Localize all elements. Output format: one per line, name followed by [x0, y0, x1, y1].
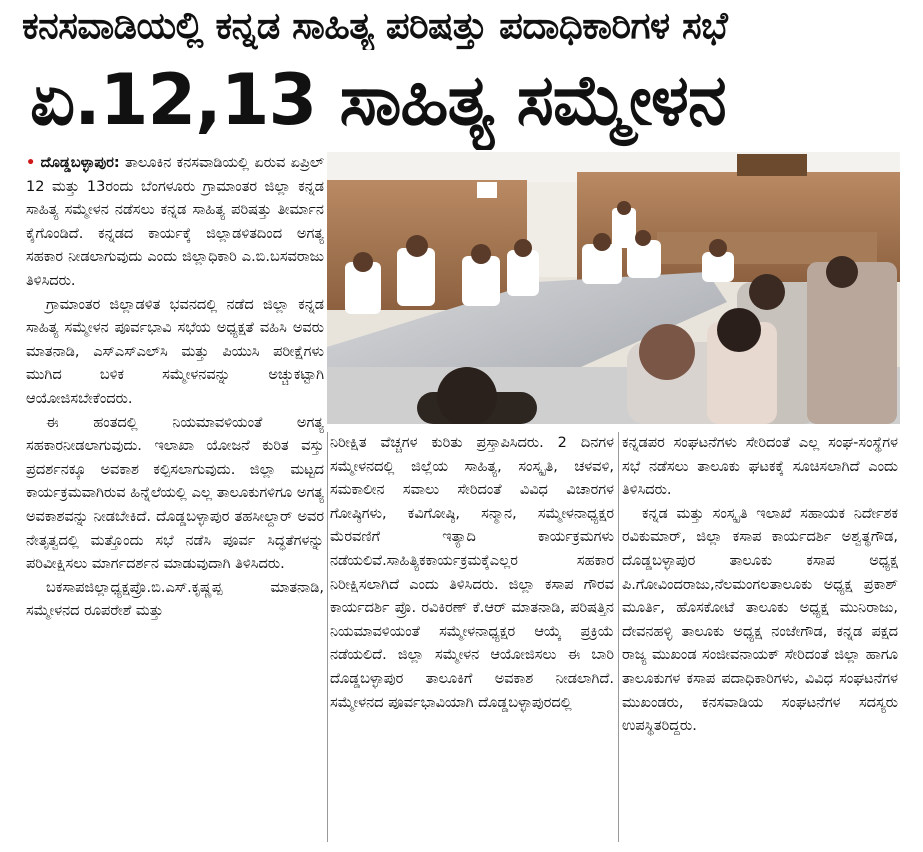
paragraph-text: ತಾಲೂಕಿನ ಕನಸವಾಡಿಯಲ್ಲಿ ಏರುವ ಏಪ್ರಿಲ್ 12 ಮತ್ತು 13ರಂದು ಬೆಂಗಳೂರು ಗ್ರಾಮಾಂತರ ಜಿಲ್ಲಾ ಕನ್ನಡ ಸಾಹಿತ್ಯ ಸಮ್ಮೇಳನ ನಡೆಸಲು ಕನ್ನಡ ಸಾಹಿತ್ಯ ಪರಿಷತ್ತು ತೀರ್ಮಾನ ಕೈಗೊಂಡಿದೆ. ಕನ್ನಡದ ಕಾರ್ಯಕ್ಕೆ ಜಿಲ್ಲಾಡಳಿತದಿಂದ ಅಗತ್ಯ ಸಹಕಾರ ನೀಡಲಾಗುವುದು ಎಂದು ಜಿಲ್ಲಾಧಿಕಾರಿ ಎ.ಬಿ.ಬಸವರಾಜು ತಿಳಿಸಿದರು.: [26, 155, 324, 289]
bullet-marker: •: [26, 155, 36, 171]
paragraph: ಈ ಹಂತದಲ್ಲಿ ನಿಯಮಾವಳಿಯಂತೆ ಅಗತ್ಯ ಸಹಕಾರನೀಡಲಾಗುವುದು. ಇಲಾಖಾ ಯೋಜನೆ ಕುರಿತ ವಸ್ತು ಪ್ರದರ್ಶನಕ್ಕೂ ಅವಕಾಶ ಕಲ್ಪಿಸಲಾಗುವುದು. ಜಿಲ್ಲಾ ಮಟ್ಟದ ಕಾರ್ಯಕ್ರಮವಾಗಿರುವ ಹಿನ್ನೆಲೆಯಲ್ಲಿ ಎಲ್ಲ ತಾಲೂಕುಗಳಿಗೂ ಅಗತ್ಯ ಅವಕಾಶವನ್ನು ನೀಡಬೇಕಿದೆ. ದೊಡ್ಡಬಳ್ಳಾಪುರ ತಹಸೀಲ್ದಾರ್ ಅವರ ನೇತೃತ್ವದಲ್ಲಿ ಮತ್ತೊಂದು ಸಭೆ ನಡೆಸಿ ಪೂರ್ವ ಸಿದ್ಧತೆಗಳನ್ನು ಪರಿವೀಕ್ಷಿಸಲು ಮಾರ್ಗದರ್ಶನ ಮಾಡುವುದಾಗಿ ತಿಳಿಸಿದರು.: [26, 414, 324, 573]
meeting-photo: [327, 152, 900, 424]
subheadline: ಕನಸವಾಡಿಯಲ್ಲಿ ಕನ್ನಡ ಸಾಹಿತ್ಯ ಪರಿಷತ್ತು ಪದಾಧಿಕಾರಿಗಳ ಸಭೆ: [22, 4, 728, 47]
headline: ಏ.12,13 ಸಾಹಿತ್ಯ ಸಮ್ಮೇಳನ: [30, 59, 726, 141]
article-column-2: [330, 432, 614, 842]
paragraph: ನಿರೀಕ್ಷಿತ ವೆಚ್ಚಗಳ ಕುರಿತು ಪ್ರಸ್ತಾಪಿಸಿದರು. 2 ದಿನಗಳ ಸಮ್ಮೇಳನದಲ್ಲಿ ಜಿಲ್ಲೆಯ ಸಾಹಿತ್ಯ, ಸಂಸ್ಕೃತಿ, ಚಳವಳಿ, ಸಮಕಾಲೀನ ಸವಾಲು ಸೇರಿದಂತೆ ವಿವಿಧ ವಿಚಾರಗಳ ಗೋಷ್ಠಿಗಳು, ಕವಿಗೋಷ್ಠಿ, ಸನ್ಮಾನ, ಸಮ್ಮೇಳನಾಧ್ಯಕ್ಷರ ಮೆರವಣಿಗೆ ಇತ್ಯಾದಿ ಕಾರ್ಯಕ್ರಮಗಳು ನಡೆಯಲಿವೆ.ಸಾಹಿತ್ಯಿಕಕಾರ್ಯಕ್ರಮಕ್ಕೆಎಲ್ಲರ ಸಹಕಾರ ನಿರೀಕ್ಷಿಸಲಾಗಿದೆ ಎಂದು ತಿಳಿಸಿದರು. ಜಿಲ್ಲಾ ಕಸಾಪ ಗೌರವ ಕಾರ್ಯದರ್ಶಿ ಪ್ರೊ. ರವಿಕಿರಣ್ ಕೆ.ಆರ್ ಮಾತನಾಡಿ, ಪರಿಷತ್ತಿನ ನಿಯಮಾವಳಿಯಂತೆ ಸಮ್ಮೇಳನಾಧ್ಯಕ್ಷರ ಆಯ್ಕೆ ಪ್ರಕ್ರಿಯೆ ನಡೆಯಲಿದೆ. ಜಿಲ್ಲಾ ಸಮ್ಮೇಳನ ಆಯೋಜಿಸಲು ಈ ಬಾರಿ ದೊಡ್ಡಬಳ್ಳಾಪುರ ತಾಲೂಕಿಗೆ ಅವಕಾಶ ನೀಡಲಾಗಿದೆ. ಸಮ್ಮೇಳನದ ಪೂರ್ವಭಾವಿಯಾಗಿ ದೊಡ್ಡಬಳ್ಳಾಪುರದಲ್ಲಿ: [330, 435, 614, 711]
article-column-3: [622, 432, 898, 842]
paragraph: ಕನ್ನಡಪರ ಸಂಘಟನೆಗಳು ಸೇರಿದಂತೆ ಎಲ್ಲ ಸಂಘ-ಸಂಸ್ಥೆಗಳ ಸಭೆ ನಡೆಸಲು ತಾಲೂಕು ಘಟಕಕ್ಕೆ ಸೂಚಿಸಲಾಗಿದೆ ಎಂದು ತಿಳಿಸಿದರು.: [622, 435, 898, 499]
paragraph: [26, 152, 324, 294]
article-column-1: [26, 152, 324, 842]
paragraph: ಕನ್ನಡ ಮತ್ತು ಸಂಸ್ಕೃತಿ ಇಲಾಖೆ ಸಹಾಯಕ ನಿರ್ದೇಶಕ ರವಿಕುಮಾರ್, ಜಿಲ್ಲಾ ಕಸಾಪ ಕಾರ್ಯದರ್ಶಿ ಅಶ್ವತ್ಥಗೌಡ, ದೊಡ್ಡಬಳ್ಳಾಪುರ ತಾಲೂಕು ಕಸಾಪ ಅಧ್ಯಕ್ಷ ಪಿ.ಗೋವಿಂದರಾಜು,ನೆಲಮಂಗಲತಾಲೂಕು ಅಧ್ಯಕ್ಷ ಪ್ರಕಾಶ್ ಮೂರ್ತಿ, ಹೊಸಕೋಟೆ ತಾಲೂಕು ಅಧ್ಯಕ್ಷ ಮುನಿರಾಜು, ದೇವನಹಳ್ಳಿ ತಾಲೂಕು ಅಧ್ಯಕ್ಷ ನಂಜೇಗೌಡ, ಕನ್ನಡ ಪಕ್ಷದ ರಾಜ್ಯ ಮುಖಂಡ ಸಂಜೀವನಾಯಕ್ ಸೇರಿದಂತೆ ಜಿಲ್ಲಾ ಹಾಗೂ ತಾಲೂಕುಗಳ ಕಸಾಪ ಪದಾಧಿಕಾರಿಗಳು, ವಿವಿಧ ಸಂಘಟನೆಗಳ ಮುಖಂಡರು, ಕನಸವಾಡಿಯ ಸಂಘಟನೆಗಳ ಸದಸ್ಯರು ಉಪಸ್ಥಿತರಿದ್ದರು.: [622, 505, 898, 735]
column-divider: [618, 432, 619, 842]
column-divider: [327, 432, 328, 842]
dateline: ದೊಡ್ಡಬಳ್ಳಾಪುರ:: [40, 155, 120, 171]
paragraph: ಗ್ರಾಮಾಂತರ ಜಿಲ್ಲಾಡಳಿತ ಭವನದಲ್ಲಿ ನಡೆದ ಜಿಲ್ಲಾ ಕನ್ನಡ ಸಾಹಿತ್ಯ ಸಮ್ಮೇಳನ ಪೂರ್ವಭಾವಿ ಸಭೆಯ ಅಧ್ಯಕ್ಷತೆ ವಹಿಸಿ ಅವರು ಮಾತನಾಡಿ, ಎಸ್‌ಎಸ್‌ಎಲ್‌ಸಿ ಮತ್ತು ಪಿಯುಸಿ ಪರೀಕ್ಷೆಗಳು ಮುಗಿದ ಬಳಿಕ ಸಮ್ಮೇಳನವನ್ನು ಅಚ್ಚುಕಟ್ಟಾಗಿ ಆಯೋಜಿಸಬೇಕೆಂದರು.: [26, 296, 324, 407]
paragraph: ಬಕಸಾಪಜಿಲ್ಲಾಧ್ಯಕ್ಷಪ್ರೊ.ಬಿ.ಎಸ್.ಕೃಷ್ಣಪ್ಪ ಮಾತನಾಡಿ, ಸಮ್ಮೇಳನದ ರೂಪರೇಶೆ ಮತ್ತು: [26, 579, 324, 620]
